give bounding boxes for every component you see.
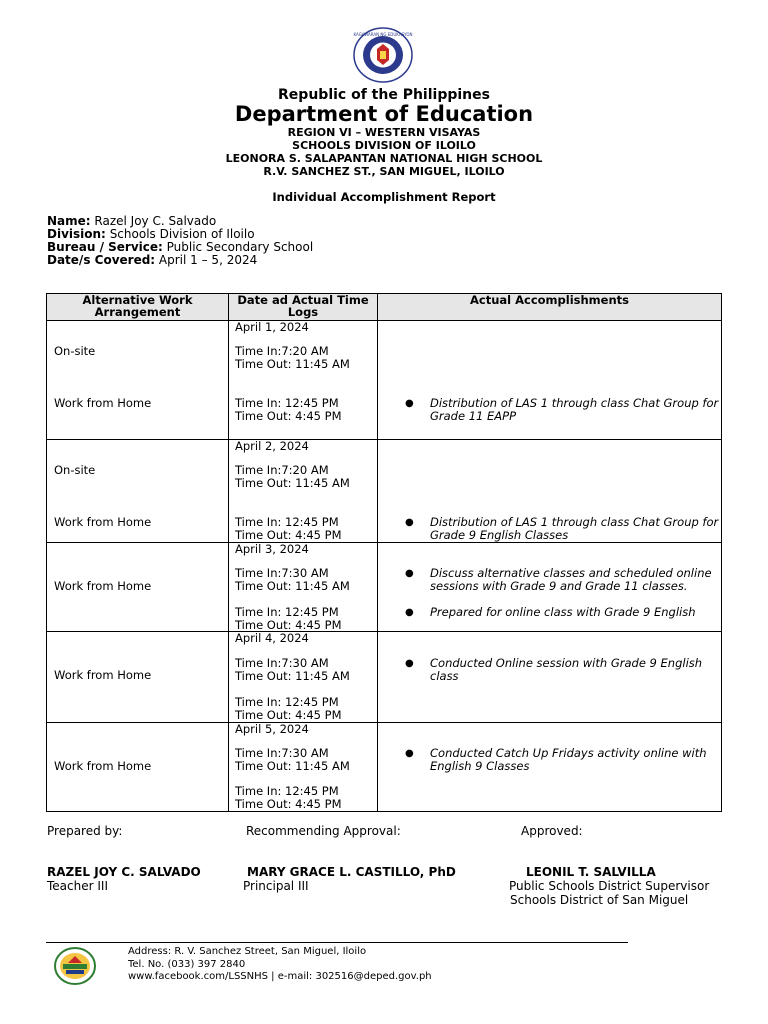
time-in-am: Time In:7:20 AM xyxy=(235,344,329,358)
accomplishment-item: Discuss alternative classes and scheduled online sessions with Grade 9 and Grade 11 classes. xyxy=(430,566,712,593)
division-value: Schools Division of Iloilo xyxy=(109,227,255,241)
time-out-am: Time Out: 11:45 AM xyxy=(235,357,350,371)
footer-divider xyxy=(46,942,628,943)
accomplishment-item: Conducted Catch Up Fridays activity online with English 9 Classes xyxy=(430,746,707,773)
name-label: Name: xyxy=(47,214,91,228)
approved-title-2: Schools District of San Miguel xyxy=(510,893,689,907)
log-date: April 1, 2024 xyxy=(235,320,309,334)
school-line: LEONORA S. SALAPANTAN NATIONAL HIGH SCHOOL xyxy=(225,152,543,165)
table-row xyxy=(47,632,722,723)
time-log-cell xyxy=(229,440,378,543)
accomplishment-cell xyxy=(378,632,722,723)
log-date: April 3, 2024 xyxy=(235,542,309,556)
time-in-pm: Time In: 12:45 PM xyxy=(235,695,339,709)
department-heading: Department of Education xyxy=(234,102,534,126)
time-in-am: Time In:7:30 AM xyxy=(235,746,329,760)
arrangement-cell xyxy=(47,632,229,723)
column-header-accomplishments: Actual Accomplishments xyxy=(378,294,722,321)
accomplishment-item: Distribution of LAS 1 through class Chat Group for Grade 9 English Classes xyxy=(430,515,719,542)
division-line: SCHOOLS DIVISION OF ILOILO xyxy=(292,139,476,152)
log-date: April 2, 2024 xyxy=(235,439,309,453)
approved-name: LEONIL T. SALVILLA xyxy=(526,865,656,879)
svg-text:KAGAWARAN NG EDUKASYON: KAGAWARAN NG EDUKASYON xyxy=(353,32,413,37)
bureau-value: Public Secondary School xyxy=(166,240,314,254)
time-log-cell xyxy=(229,632,378,723)
time-in-pm: Time In: 12:45 PM xyxy=(235,396,339,410)
region-line: REGION VI – WESTERN VISAYAS xyxy=(287,126,481,139)
approved-label: Approved: xyxy=(521,824,583,838)
accomplishment-cell xyxy=(378,543,722,632)
arrangement-cell xyxy=(47,543,229,632)
bullet-icon: ● xyxy=(405,748,414,759)
arrangement-wfh: Work from Home xyxy=(54,579,152,593)
accomplishment-item: Prepared for online class with Grade 9 English xyxy=(430,605,696,619)
prepared-signatory xyxy=(47,865,201,893)
time-in-pm: Time In: 12:45 PM xyxy=(235,515,339,529)
bullet-icon: ● xyxy=(405,398,414,409)
republic-heading: Republic of the Philippines xyxy=(278,87,490,103)
time-out-am: Time Out: 11:45 AM xyxy=(235,476,350,490)
time-log-cell xyxy=(229,723,378,812)
approved-signatory xyxy=(509,865,709,907)
footer-address: Address: R. V. Sanchez Street, San Miguel, Iloilo xyxy=(128,946,367,957)
time-log-cell xyxy=(229,543,378,632)
time-out-am: Time Out: 11:45 AM xyxy=(235,759,350,773)
accomplishment-item: Conducted Online session with Grade 9 English class xyxy=(430,656,703,683)
dates-row xyxy=(47,254,313,267)
arrangement-wfh: Work from Home xyxy=(54,668,152,682)
time-out-pm: Time Out: 4:45 PM xyxy=(235,797,342,811)
school-logo xyxy=(54,947,96,985)
report-title: Individual Accomplishment Report xyxy=(272,190,496,204)
bullet-icon: ● xyxy=(405,517,414,528)
dates-label: Date/s Covered: xyxy=(47,253,156,267)
recommending-title: Principal III xyxy=(243,879,309,893)
accomplishment-cell xyxy=(378,321,722,440)
time-out-am: Time Out: 11:45 AM xyxy=(235,579,350,593)
time-out-am: Time Out: 11:45 AM xyxy=(235,669,350,683)
arrangement-onsite: On-site xyxy=(54,463,96,477)
footer-web-email: www.facebook.com/LSSNHS | e-mail: 302516@deped.gov.ph xyxy=(128,971,432,982)
employee-info xyxy=(47,215,313,267)
arrangement-cell xyxy=(47,440,229,543)
recommending-signatory xyxy=(243,865,456,893)
prepared-name: RAZEL JOY C. SALVADO xyxy=(47,865,201,879)
prepared-by-label: Prepared by: xyxy=(47,824,123,838)
arrangement-wfh: Work from Home xyxy=(54,515,152,529)
address-line: R.V. SANCHEZ ST., SAN MIGUEL, ILOILO xyxy=(263,165,505,178)
time-log-cell xyxy=(229,321,378,440)
time-out-pm: Time Out: 4:45 PM xyxy=(235,618,342,632)
arrangement-cell xyxy=(47,723,229,812)
column-header-arrangement: Alternative Work Arrangement xyxy=(47,294,229,321)
table-row xyxy=(47,723,722,812)
time-out-pm: Time Out: 4:45 PM xyxy=(235,708,342,722)
footer-telephone: Tel. No. (033) 397 2840 xyxy=(128,958,246,970)
table-row xyxy=(47,543,722,632)
footer-contact xyxy=(128,946,432,984)
dates-value: April 1 – 5, 2024 xyxy=(158,253,258,267)
arrangement-onsite: On-site xyxy=(54,344,96,358)
recommending-name: MARY GRACE L. CASTILLO, PhD xyxy=(247,865,456,879)
accomplishment-cell xyxy=(378,723,722,812)
log-date: April 5, 2024 xyxy=(235,722,309,736)
recommending-approval-label: Recommending Approval: xyxy=(246,824,401,838)
arrangement-wfh: Work from Home xyxy=(54,396,152,410)
table-row xyxy=(47,321,722,440)
table-row xyxy=(47,440,722,543)
accomplishment-table xyxy=(46,293,722,812)
time-in-am: Time In:7:30 AM xyxy=(235,566,329,580)
table-header-row xyxy=(47,294,722,321)
bullet-icon: ● xyxy=(405,607,414,618)
time-in-am: Time In:7:30 AM xyxy=(235,656,329,670)
arrangement-wfh: Work from Home xyxy=(54,759,152,773)
arrangement-cell xyxy=(47,321,229,440)
column-header-time-logs: Date ad Actual Time Logs xyxy=(229,294,378,321)
time-out-pm: Time Out: 4:45 PM xyxy=(235,409,342,423)
bullet-icon: ● xyxy=(405,568,414,579)
accomplishment-item: Distribution of LAS 1 through class Chat Group for Grade 11 EAPP xyxy=(430,396,719,423)
accomplishment-cell xyxy=(378,440,722,543)
time-in-pm: Time In: 12:45 PM xyxy=(235,784,339,798)
name-value: Razel Joy C. Salvado xyxy=(94,214,217,228)
prepared-title: Teacher III xyxy=(47,879,108,893)
log-date: April 4, 2024 xyxy=(235,631,309,645)
approved-title-1: Public Schools District Supervisor xyxy=(509,879,710,893)
time-in-am: Time In:7:20 AM xyxy=(235,463,329,477)
bureau-label: Bureau / Service: xyxy=(47,240,163,254)
deped-seal-logo xyxy=(353,27,413,83)
bullet-icon: ● xyxy=(405,658,414,669)
time-out-pm: Time Out: 4:45 PM xyxy=(235,528,342,542)
division-label: Division: xyxy=(47,227,106,241)
time-in-pm: Time In: 12:45 PM xyxy=(235,605,339,619)
